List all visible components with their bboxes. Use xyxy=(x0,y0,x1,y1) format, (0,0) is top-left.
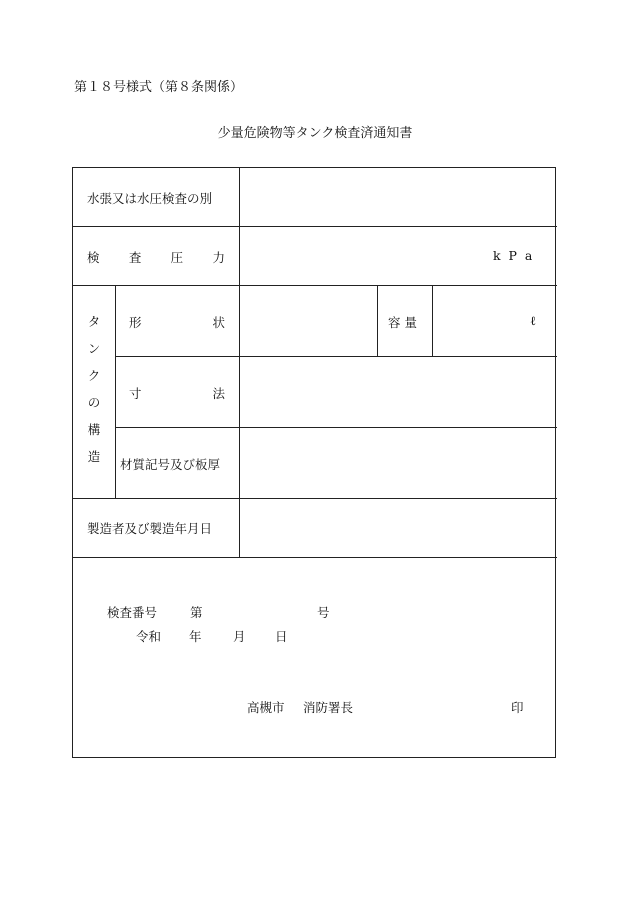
row-divider xyxy=(73,226,557,227)
test-type-value[interactable] xyxy=(240,169,555,225)
capacity-unit: ℓ xyxy=(530,313,536,328)
dimensions-label: 寸 法 xyxy=(129,386,225,401)
row-divider xyxy=(115,427,557,428)
pressure-unit: k P a xyxy=(493,248,535,263)
seal-mark: 印 xyxy=(511,700,524,715)
inspection-number-suffix: 号 xyxy=(317,605,330,620)
manufacturer-label: 製造者及び製造年月日 xyxy=(87,521,213,536)
month-label: 月 xyxy=(233,629,246,644)
column-divider xyxy=(432,285,433,356)
row-divider xyxy=(73,498,557,499)
test-type-label: 水張又は水圧検査の別 xyxy=(87,191,213,206)
material-label: 材質記号及び板厚 xyxy=(120,457,221,472)
form-table xyxy=(72,167,556,758)
row-divider xyxy=(115,356,557,357)
year-label: 年 xyxy=(189,629,202,644)
column-divider xyxy=(115,285,116,498)
era-label: 令和 xyxy=(136,629,162,644)
row-divider xyxy=(73,285,557,286)
column-divider xyxy=(377,285,378,356)
capacity-label: 容 量 xyxy=(388,315,417,330)
tank-structure-label: タ ン ク の 構 造 xyxy=(87,314,101,464)
city-name: 高槻市 xyxy=(247,700,285,715)
document-title: 少量危険物等タンク検査済通知書 xyxy=(217,126,413,141)
fire-chief-title: 消防署長 xyxy=(303,700,354,715)
column-divider xyxy=(239,168,240,557)
row-divider xyxy=(73,557,557,558)
shape-label: 形 状 xyxy=(129,315,225,330)
day-label: 日 xyxy=(275,629,288,644)
inspection-number-label: 検査番号 xyxy=(107,605,158,620)
inspection-number-prefix: 第 xyxy=(190,605,203,620)
form-number: 第１８号様式（第８条関係） xyxy=(74,80,244,95)
test-pressure-label: 検 査 圧 力 xyxy=(87,250,225,265)
